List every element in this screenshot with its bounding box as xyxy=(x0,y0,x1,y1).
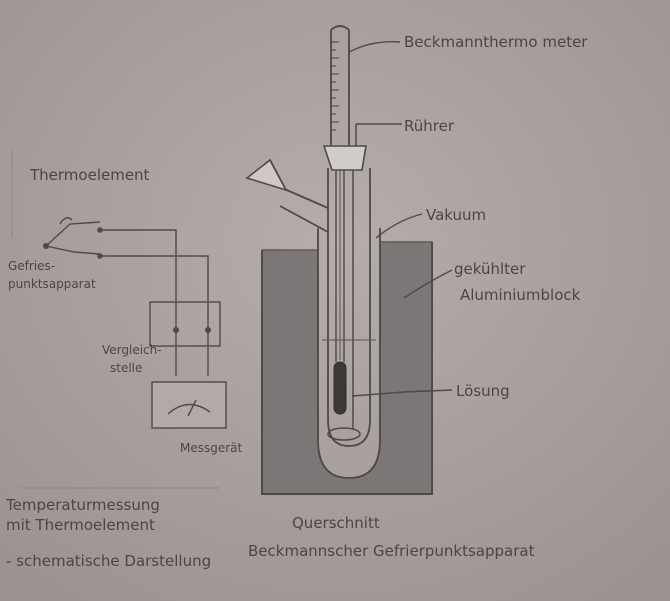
reference-terminal xyxy=(205,327,211,333)
caption-main-1: Querschnitt xyxy=(292,514,380,532)
label-reference-2: stelle xyxy=(110,361,143,375)
reference-terminal xyxy=(173,327,179,333)
label-reference-1: Vergleich- xyxy=(102,343,162,357)
terminal-dot xyxy=(97,253,103,259)
caption-main-2: Beckmannscher Gefrierpunktsapparat xyxy=(248,542,535,560)
caption-left-1: Temperaturmessung xyxy=(6,496,160,514)
label-meter: Messgerät xyxy=(180,441,243,455)
junction-dot xyxy=(43,243,49,249)
label-thermocouple: Thermoelement xyxy=(30,166,150,184)
caption-left-2: mit Thermoelement xyxy=(6,516,155,534)
terminal-dot xyxy=(97,227,103,233)
caption-left-3: - schematische Darstellung xyxy=(6,552,212,570)
label-solution: Lösung xyxy=(456,382,510,400)
label-vacuum: Vakuum xyxy=(426,206,487,224)
label-cooled-block-1: gekühlter xyxy=(454,260,526,278)
label-freezing-apparatus-1: Gefries- xyxy=(8,259,56,273)
thermometer-bulb xyxy=(334,362,346,414)
label-stirrer: Rührer xyxy=(404,117,454,135)
label-cooled-block-2: Aluminiumblock xyxy=(460,286,581,304)
label-beckmann-thermometer: Beckmannthermo meter xyxy=(404,33,588,51)
label-freezing-apparatus-2: punktsapparat xyxy=(8,277,96,291)
stopper xyxy=(324,146,366,170)
